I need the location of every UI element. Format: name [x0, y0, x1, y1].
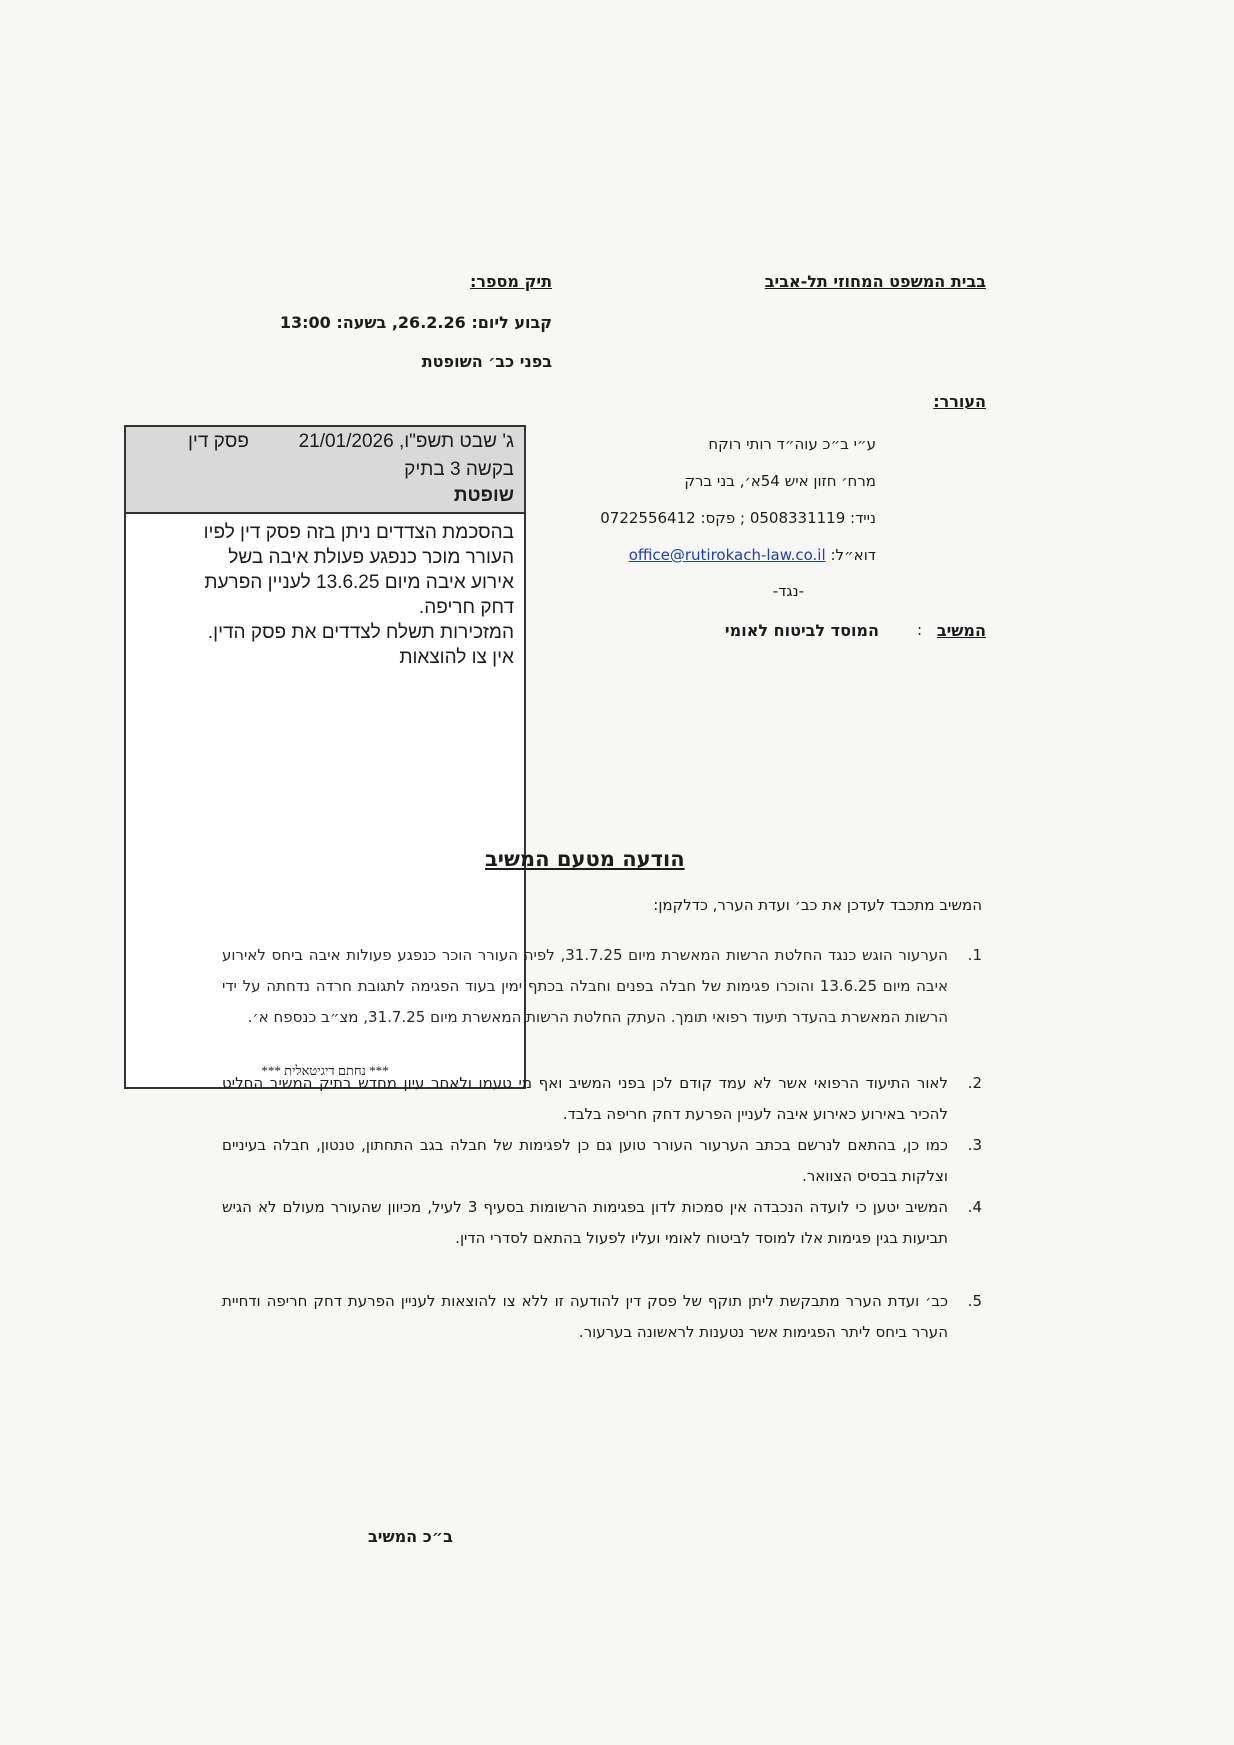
digital-signature-note: *** נחתם דיגיטאלית *** [261, 1063, 389, 1078]
email-link[interactable]: office@rutirokach-law.co.il [628, 546, 826, 564]
paragraph-text: המשיב יטען כי לועדה הנכבדה אין סמכות לדון בפגימות הרשומות בסעיף 3 לעיל, מכיוון שהעורר מעולם לא הגיש תביעות בגין פגימות אלו למוסד לביטוח לאומי ועליו לפעול בהתאם לסדרי הדין. [222, 1198, 949, 1247]
paragraph-1 [222, 940, 982, 1033]
hearing-date: קבוע ליום: 26.2.26, בשעה: 13:00 [279, 313, 552, 332]
respondent-name: המוסד לביטוח לאומי [724, 621, 879, 640]
judge-label: בפני כב׳ השופטת [421, 352, 552, 371]
paragraph-3 [222, 1130, 982, 1192]
appellant-address: מרח׳ חזון איש 54א׳, בני ברק [684, 472, 876, 490]
court-name: בבית המשפט המחוזי תל-אביב [764, 272, 986, 291]
stamp-request: בקשה 3 בתיק [404, 459, 514, 480]
appellant-phone: נייד: 0508331119 ; פקס: 0722556412 [600, 509, 876, 527]
appellant-counsel: ע״י ב״כ עוה״ד רותי רוקח [708, 435, 876, 453]
stamp-body [126, 514, 524, 670]
case-number-label: תיק מספר: [470, 272, 552, 291]
paragraph-text: לאור התיעוד הרפואי אשר לא עמד קודם לכן בפני המשיב ואף מי טעמו ולאחר עיון מחדש בתיק המשיב החליט להכיר באירוע כאירוע איבה לעניין הפרעת דחק חריפה בלבד. [222, 1074, 948, 1123]
paragraph-2 [222, 1068, 982, 1130]
respondent-counsel-signature: ב״כ המשיב [368, 1527, 453, 1546]
appellant-details [600, 426, 876, 574]
email-prefix: דוא״ל: [830, 546, 876, 564]
stamp-type: פסק דין [188, 431, 249, 452]
appellant-email-line [600, 537, 876, 574]
stamp-line: בהסכמת הצדדים ניתן בזה פסק דין לפיו [203, 522, 514, 543]
stamp-line: המזכירות תשלח לצדדים את פסק הדין. [207, 622, 514, 643]
paragraph-4 [222, 1192, 982, 1254]
stamp-line: אין צו להוצאות [399, 647, 514, 668]
stamp-line: העורר מוכר כנפגע פעולת איבה בשל [228, 547, 514, 568]
stamp-line: אירוע איבה מיום 13.6.25 לעניין הפרעת [204, 572, 514, 593]
paragraph-text: כב׳ ועדת הערר מתבקשת ליתן תוקף של פסק דין להודעה זו ללא צו להוצאות לעניין הפרעת דחק חריפה ודחיית הערר ביחס ליתר הפגימות אשר נטענות לראשונה בערעור. [222, 1292, 948, 1341]
paragraph-number: 1. [967, 946, 982, 964]
versus-label: -נגד- [772, 582, 804, 600]
stamp-date: ג' שבט תשפ"ו, 21/01/2026 [298, 431, 514, 452]
paragraph-text: הערעור הוגש כנגד החלטת הרשות המאשרת מיום 31.7.25, לפיה העורר הוכר כנפגע פעולות איבה ביחס לאירוע איבה מיום 13.6.25 והוכרו פגימות של חבלה בפנים וחבלה בכתף ימין בעוד הפגימה לתגובת חרדה נדחתה על ידי הרשות המאשרת בהעדר תיעוד רפואי תומך. העתק החלטת הרשות המאשרת מיום 31.7.25, מצ״ב כנספח א׳. [222, 946, 948, 1026]
paragraph-text: כמו כן, בהתאם לנרשם בכתב הערעור העורר טוען גם כן לפגימות של חבלה בגב התחתון, טנטון, חבלה בעיניים וצלקות בבסיס הצוואר. [222, 1136, 948, 1185]
stamp-header [126, 427, 524, 514]
respondent-label: המשיב [936, 621, 986, 640]
paragraph-5 [222, 1286, 982, 1348]
appellant-label: העורר: [933, 392, 986, 411]
paragraph-number: 5. [967, 1292, 982, 1310]
paragraph-number: 2. [967, 1074, 982, 1092]
paragraph-number: 4. [967, 1198, 982, 1216]
stamp-role: שופטת [453, 485, 514, 506]
intro-line: המשיב מתכבד לעדכן את כב׳ ועדת הערר, כדלקמן: [653, 896, 982, 914]
stamp-line: דחק חריפה. [418, 597, 514, 618]
respondent-colon: : [916, 621, 922, 639]
paragraph-number: 3. [967, 1136, 982, 1154]
document-title: הודעה מטעם המשיב [485, 847, 685, 871]
